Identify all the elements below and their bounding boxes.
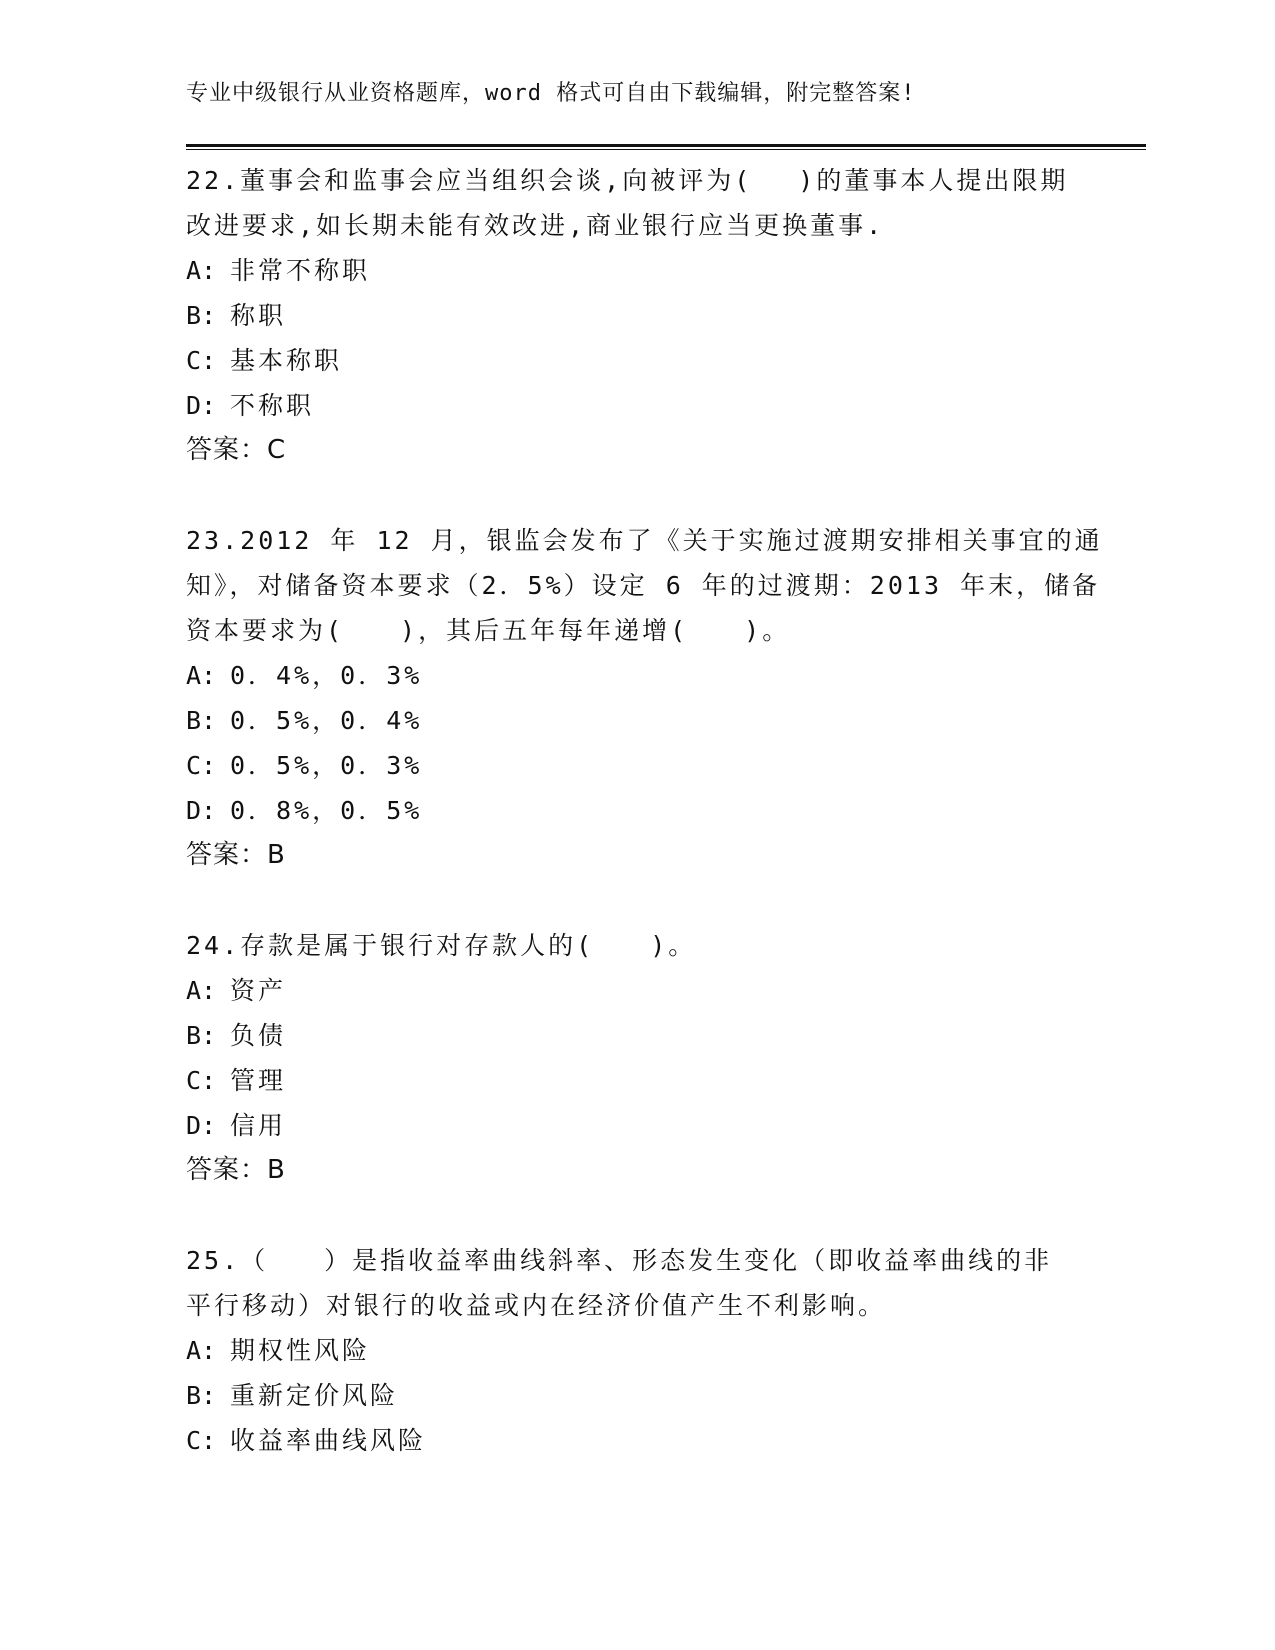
option-letter: C: [186, 1066, 217, 1095]
option-text: 非常不称职 [230, 256, 371, 285]
option-text: 不称职 [230, 391, 315, 420]
option-text: 0．8%，0．5% [230, 796, 423, 825]
question-22 [186, 158, 1086, 472]
option-letter: D: [186, 796, 217, 825]
question-23 [186, 518, 1103, 877]
option-c [186, 1058, 1086, 1103]
question-text-line: 22.董事会和监事会应当组织会谈,向被评为( )的董事本人提出限期 [186, 166, 1069, 195]
question-25 [186, 1238, 1086, 1463]
option-text: 信用 [230, 1111, 287, 1140]
option-letter: B: [186, 1381, 217, 1410]
question-list [186, 158, 1103, 1509]
option-a [186, 248, 1086, 293]
option-text: 0．5%，0．4% [230, 706, 423, 735]
question-24 [186, 923, 1086, 1192]
page-header: 专业中级银行从业资格题库，word 格式可自由下载编辑，附完整答案! [186, 81, 916, 106]
option-text: 称职 [230, 301, 287, 330]
option-b [186, 1373, 1086, 1418]
option-text: 期权性风险 [230, 1336, 371, 1365]
question-text-line: 平行移动）对银行的收益或内在经济价值产生不利影响。 [186, 1291, 887, 1320]
question-text-line: 24.存款是属于银行对存款人的( )。 [186, 931, 697, 960]
option-d [186, 383, 1086, 428]
header-divider [186, 144, 1146, 150]
option-b [186, 698, 1086, 743]
answer-line: 答案：C [186, 435, 287, 465]
option-letter: A: [186, 1336, 217, 1365]
option-c [186, 338, 1086, 383]
answer-line: 答案：B [186, 840, 286, 870]
answer-line: 答案：B [186, 1155, 286, 1185]
question-text-line: 23.2012 年 12 月，银监会发布了《关于实施过渡期安排相关事宜的通 [186, 526, 1103, 555]
option-b [186, 293, 1086, 338]
option-text: 0．4%，0．3% [230, 661, 423, 690]
option-a [186, 968, 1086, 1013]
option-b [186, 1013, 1086, 1058]
option-letter: B: [186, 1021, 217, 1050]
option-text: 0．5%，0．3% [230, 751, 423, 780]
option-letter: A: [186, 661, 217, 690]
option-c [186, 743, 1086, 788]
option-letter: B: [186, 301, 217, 330]
question-text-line: 资本要求为( )，其后五年每年递增( )。 [186, 616, 791, 645]
option-letter: D: [186, 391, 217, 420]
option-d [186, 1103, 1086, 1148]
question-text-line: 改进要求,如长期未能有效改进,商业银行应当更换董事. [186, 211, 885, 240]
option-letter: C: [186, 751, 217, 780]
option-a [186, 653, 1086, 698]
option-text: 重新定价风险 [230, 1381, 399, 1410]
question-text-line: 知》，对储备资本要求（2．5%）设定 6 年的过渡期：2013 年末，储备 [186, 571, 1101, 600]
option-text: 负债 [230, 1021, 287, 1050]
option-text: 基本称职 [230, 346, 343, 375]
option-letter: A: [186, 256, 217, 285]
option-letter: C: [186, 1426, 217, 1455]
question-text-line: 25.（ ）是指收益率曲线斜率、形态发生变化（即收益率曲线的非 [186, 1246, 1053, 1275]
option-letter: D: [186, 1111, 217, 1140]
option-text: 管理 [230, 1066, 287, 1095]
option-letter: C: [186, 346, 217, 375]
option-text: 资产 [230, 976, 287, 1005]
option-letter: B: [186, 706, 217, 735]
option-letter: A: [186, 976, 217, 1005]
option-d [186, 788, 1086, 833]
option-text: 收益率曲线风险 [230, 1426, 427, 1455]
option-c [186, 1418, 1086, 1463]
option-a [186, 1328, 1086, 1373]
